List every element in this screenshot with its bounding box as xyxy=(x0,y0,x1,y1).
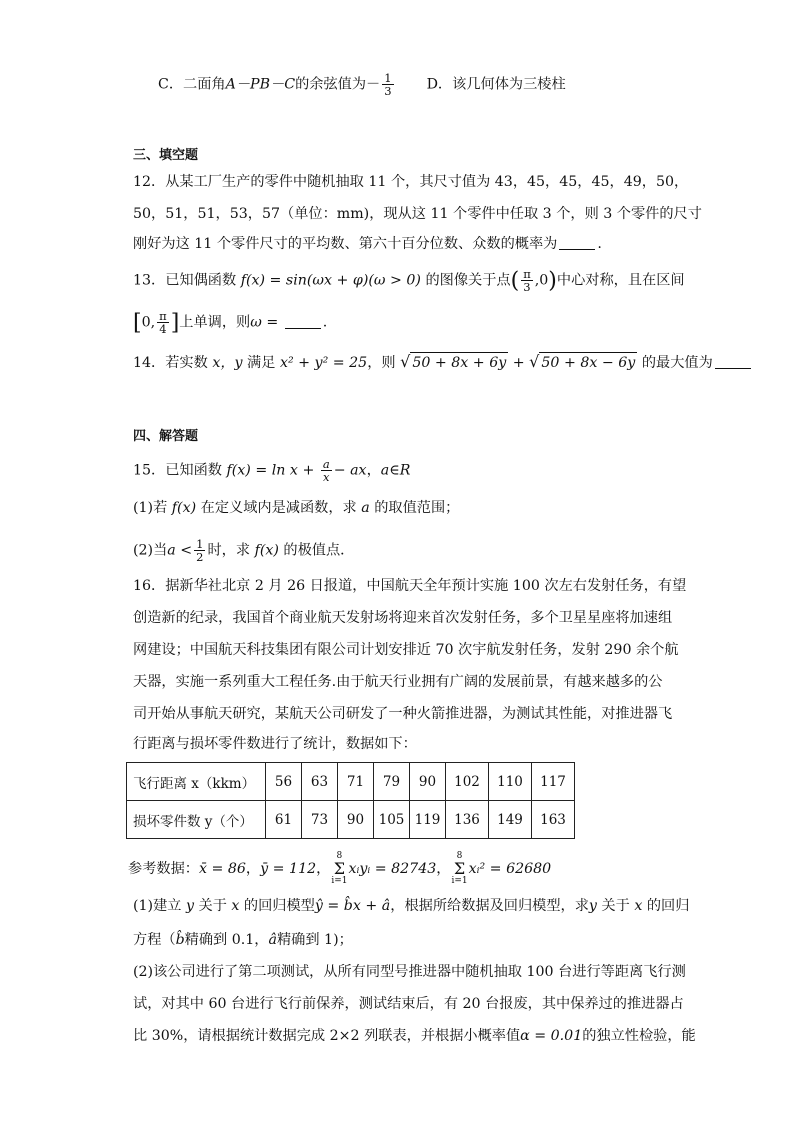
q16-part-2-line-1: (2)该公司进行了第二项测试，从所有同型号推进器中随机抽取 100 台进行等距离飞行测 xyxy=(133,964,686,980)
q15-stem: 15．已知函数 f(x) = ln x + $\frac{a}{x}$ − ax，a∈R xyxy=(133,457,411,484)
choice-c-mid: 的余弦值为－ xyxy=(295,76,381,93)
section-3-title: 三、填空题 xyxy=(133,148,199,163)
answer-blank xyxy=(559,235,595,250)
table-row: 损坏零件数 y（个） 61 73 90 105 119 136 149 163 xyxy=(127,801,575,839)
sigma-symbol: 8 Σ i=1 xyxy=(451,851,468,886)
q12-line-1: 12．从某工厂生产的零件中随机抽取 11 个，其尺寸值为 43，45，45，45，49，50， xyxy=(133,174,689,190)
q12-line-3: 刚好为这 11 个零件尺寸的平均数、第六十百分位数、众数的概率为 . xyxy=(133,236,602,252)
q16-line-4: 天器，实施一系列重大工程任务.由于航天行业拥有广阔的发展前景，有越来越多的公 xyxy=(133,674,663,690)
answer-blank xyxy=(285,314,321,329)
choice-c-math: A－PB－C xyxy=(225,76,296,93)
q15-part-1: (1)若 f(x) 在定义域内是减函数，求 a 的取值范围； xyxy=(133,500,460,516)
q15-half-fraction: $\frac{1}{2}$ xyxy=(196,537,204,564)
table-row-header: 飞行距离 x（kkm） xyxy=(127,763,266,801)
q16-part-1-line-2: 方程（b̂精确到 0.1，â精确到 1)； xyxy=(133,932,353,948)
data-table xyxy=(126,762,575,839)
section-4-title: 四、解答题 xyxy=(133,429,199,444)
q14-radical-1: 50 + 8x + 6y xyxy=(410,352,508,373)
q15-fraction: $\frac{a}{x}$ xyxy=(322,457,330,484)
q15-part-2: (2)当a < $\frac{1}{2}$ 时，求 f(x) 的极值点． xyxy=(133,537,355,564)
table-row: 飞行距离 x（kkm） 56 63 71 79 90 102 110 117 xyxy=(127,763,575,801)
q16-line-6: 行距离与损坏零件数进行了统计，数据如下： xyxy=(133,736,417,752)
sigma-symbol: 8 Σ i=1 xyxy=(331,851,348,886)
q16-part-2-line-3: 比 30%，请根据统计数据完成 2×2 列联表，并根据小概率值α = 0.01的独立性检验，能 xyxy=(133,1028,696,1044)
table-row-header: 损坏零件数 y（个） xyxy=(127,801,266,839)
choice-c-prefix: C．二面角 xyxy=(158,76,226,93)
q16-line-2: 创造新的纪录，我国首个商业航天发射场将迎来首次发射任务，多个卫星星座将加速组 xyxy=(133,610,673,626)
q16-line-1: 16．据新华社北京 2 月 26 日报道，中国航天全年预计实施 100 次左右发射任务，有望 xyxy=(133,578,687,594)
q16-part-1-line-1: (1)建立 y 关于 x 的回归模型ŷ = b̂x + â，根据所给数据及回归模型，求y 关于 x 的回归 xyxy=(133,898,690,914)
q14-line: 14．若实数 x，y 满足 x² + y² = 25，则 √ 50 + 8x + 6y + √ 50 + 8x − 6y 的最大值为 xyxy=(133,352,753,373)
reference-data: 参考数据：x̄ = 86，ȳ = 112，8 Σ i=1xᵢyᵢ = 82743，8 Σ i=1xᵢ² = 62680 xyxy=(128,851,552,886)
answer-blank xyxy=(715,354,751,369)
q14-radical-2: 50 + 8x − 6y xyxy=(539,352,637,373)
choice-c-fraction: $\frac{1}{3}$ xyxy=(384,71,392,98)
choice-c-d-line xyxy=(158,72,566,97)
q12-line-2: 50，51，51，53，57（单位：mm)，现从这 11 个零件中任取 3 个，则 3 个零件的尺寸 xyxy=(133,206,702,222)
q13-line-2: [0, $\frac{\pi}{4}$ ]上单调，则ω = . xyxy=(133,309,328,336)
q13-interval-fraction: $\frac{\pi}{4}$ xyxy=(159,309,167,336)
q13-function: f(x) = sin(ωx + φ)(ω > 0) xyxy=(240,272,421,289)
q13-line-1: 13．已知偶函数 f(x) = sin(ωx + φ)(ω > 0) 的图像关于点( $\frac{\pi}{3}$ ,0)中心对称，且在区间 xyxy=(133,267,685,294)
choice-d: D．该几何体为三棱柱 xyxy=(426,76,566,93)
q16-line-5: 司开始从事航天研究，某航天公司研发了一种火箭推进器，为测试其性能，对推进器飞 xyxy=(133,706,673,722)
q16-part-2-line-2: 试，对其中 60 台进行飞行前保养，测试结束后，有 20 台报废，其中保养过的推进器占 xyxy=(133,996,684,1012)
q16-line-3: 网建设；中国航天科技集团有限公司计划安排近 70 次宇航发射任务，发射 290 余个航 xyxy=(133,642,679,658)
q13-point-fraction: $\frac{\pi}{3}$ xyxy=(523,267,531,294)
